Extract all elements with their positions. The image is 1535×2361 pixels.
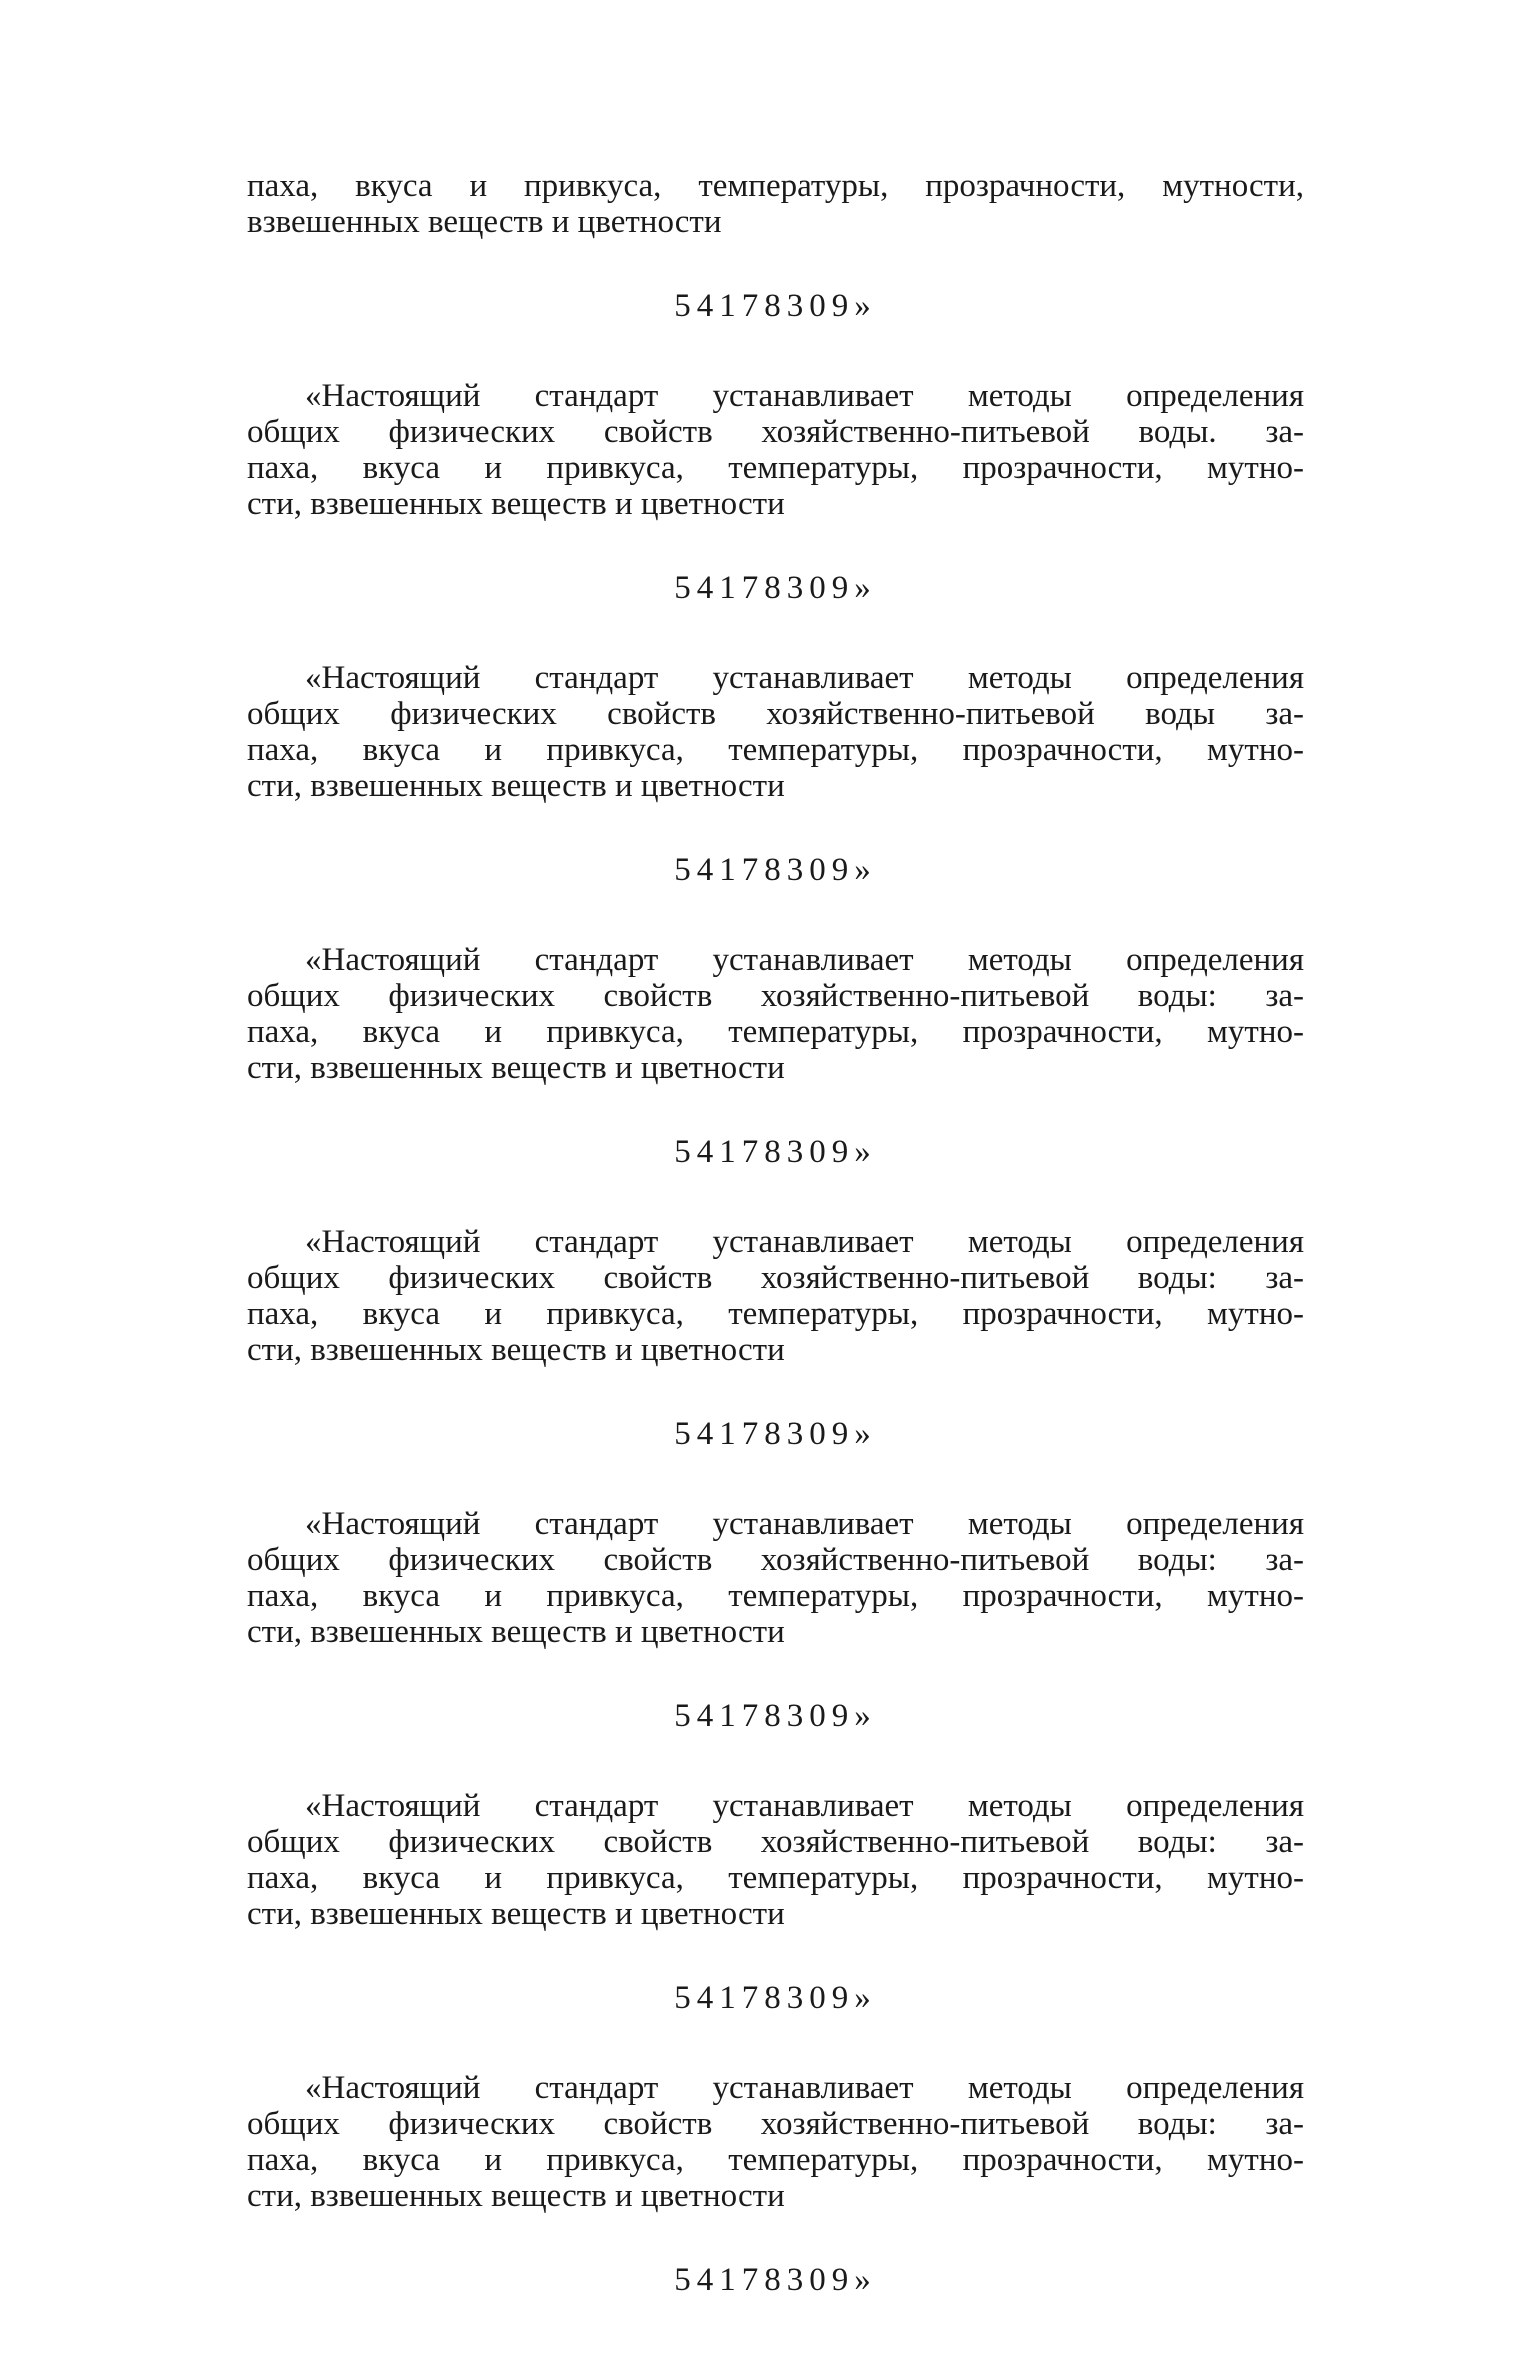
text-line: сти, взвешенных веществ и цветности [247,486,785,522]
text-line: сти, взвешенных веществ и цветности [247,1332,785,1368]
text-line: «Настоящий стандарт устанавливает методы определения [305,1224,1304,1260]
paragraph [247,1788,1304,1932]
text-line: сти, взвешенных веществ и цветности [247,768,785,804]
code-number: 54178309» [674,1134,877,1170]
paragraph [247,660,1304,804]
text-line: сти, взвешенных веществ и цветности [247,1896,785,1932]
text-line: «Настоящий стандарт устанавливает методы определения [305,2070,1304,2106]
paragraph [247,1224,1304,1368]
text-line: паха, вкуса и привкуса, температуры, прозрачности, мутно- [247,450,1304,486]
text-line: паха, вкуса и привкуса, температуры, прозрачности, мутно- [247,1296,1304,1332]
code-number: 54178309» [674,1698,877,1734]
text-line: «Настоящий стандарт устанавливает методы определения [305,942,1304,978]
text-line: общих физических свойств хозяйственно-питьевой воды: за- [247,1542,1304,1578]
paragraph [247,942,1304,1086]
text-line: общих физических свойств хозяйственно-питьевой воды: за- [247,2106,1304,2142]
text-line: паха, вкуса и привкуса, температуры, прозрачности, мутности, [247,168,1304,204]
text-line: паха, вкуса и привкуса, температуры, прозрачности, мутно- [247,1860,1304,1896]
text-line: паха, вкуса и привкуса, температуры, прозрачности, мутно- [247,2142,1304,2178]
code-number: 54178309» [674,1416,877,1452]
text-line: сти, взвешенных веществ и цветности [247,2178,785,2214]
text-line: паха, вкуса и привкуса, температуры, прозрачности, мутно- [247,1014,1304,1050]
code-number: 54178309» [674,1980,877,2016]
text-line: общих физических свойств хозяйственно-питьевой воды: за- [247,1824,1304,1860]
code-number: 54178309» [674,852,877,888]
code-number: 54178309» [674,570,877,606]
paragraph [247,1506,1304,1650]
text-line: «Настоящий стандарт устанавливает методы определения [305,378,1304,414]
text-line: общих физических свойств хозяйственно-питьевой воды: за- [247,1260,1304,1296]
intro-paragraph [247,168,1304,240]
paragraph [247,2070,1304,2214]
text-line: паха, вкуса и привкуса, температуры, прозрачности, мутно- [247,732,1304,768]
paragraph [247,378,1304,522]
code-number: 54178309» [674,2262,877,2298]
text-line: общих физических свойств хозяйственно-питьевой воды за- [247,696,1304,732]
text-line: паха, вкуса и привкуса, температуры, прозрачности, мутно- [247,1578,1304,1614]
document-page [247,168,1304,2352]
text-line: взвешенных веществ и цветности [247,204,722,240]
text-line: общих физических свойств хозяйственно-питьевой воды: за- [247,978,1304,1014]
text-line: «Настоящий стандарт устанавливает методы определения [305,660,1304,696]
text-line: сти, взвешенных веществ и цветности [247,1050,785,1086]
text-line: «Настоящий стандарт устанавливает методы определения [305,1788,1304,1824]
text-line: сти, взвешенных веществ и цветности [247,1614,785,1650]
text-line: общих физических свойств хозяйственно-питьевой воды. за- [247,414,1304,450]
code-number: 54178309» [674,288,877,324]
text-line: «Настоящий стандарт устанавливает методы определения [305,1506,1304,1542]
